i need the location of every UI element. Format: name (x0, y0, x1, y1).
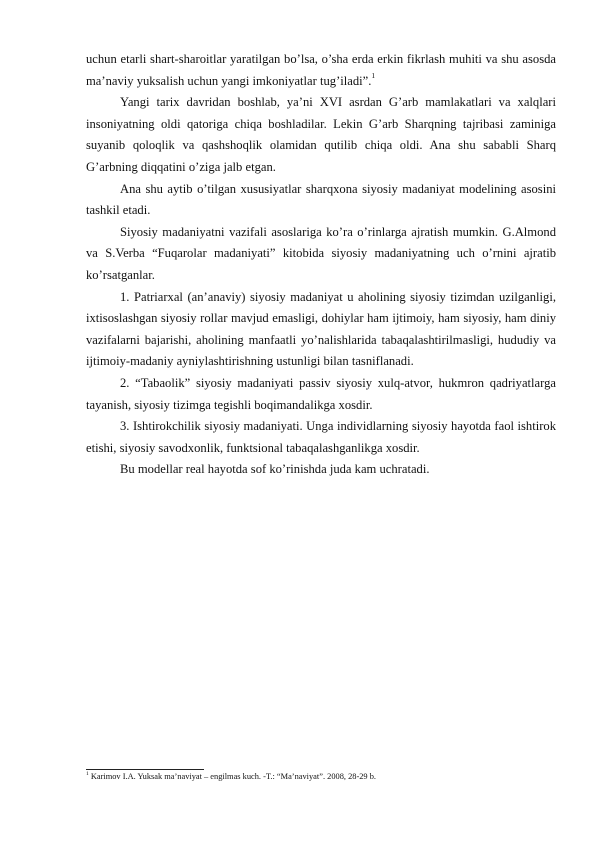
paragraph-1 (86, 49, 556, 92)
footnote-text: Karimov I.A. Yuksak ma’naviyat – engilmas kuch. -T.: “Ma’naviyat”. 2008, 28-29 b. (88, 772, 376, 781)
paragraph-4: Siyosiy madaniyatni vazifali asoslariga ko’ra o’rinlarga ajratish mumkin. G.Almond va S.Verba “Fuqarolar madaniyati” kitobida siyosiy madaniyatning uch o’rnini ajratib ko’rsatganlar. (86, 224, 556, 282)
footnote-separator (86, 769, 204, 770)
footnote-number: 1 (86, 771, 89, 778)
body-text (86, 49, 556, 481)
footnote (86, 771, 556, 782)
paragraph-8: Bu modellar real hayotda sof ko’rinishda juda kam uchratadi. (120, 462, 430, 477)
paragraph-1-text: uchun etarli shart-sharoitlar yaratilgan bo’lsa, o’sha erda erkin fikrlash muhiti va shu asosda ma’naviy yuksalish uchun yangi imkoniyatlar tug’iladi”. (86, 52, 556, 88)
footnote-ref: 1 (371, 71, 376, 81)
paragraph-7: 3. Ishtirokchilik siyosiy madaniyati. Unga individlarning siyosiy hayotda faol ishtirok etishi, siyosiy savodxonlik, funktsional tabaqalashganlikga xosdir. (86, 419, 556, 455)
paragraph-5: 1. Patriarxal (an’anaviy) siyosiy madaniyat u aholining siyosiy tizimdan uzilganligi, ixtisoslashgan siyosiy rollar mavjud emasligi, dohiylar ham ijtimoiy, ham siyosiy, ham diniy vazifalarni bajarishi, aholining manfaatli yo’nalishlarida tabaqalashtirilmasligi, hududiy va ijtimoiy-madaniy ayniylashtirishning ustunligi bilan tasniflanadi. (86, 289, 556, 369)
paragraph-3: Ana shu aytib o’tilgan xususiyatlar sharqxona siyosiy madaniyat modelining asosini tashkil etadi. (86, 181, 556, 218)
paragraph-2: Yangi tarix davridan boshlab, ya’ni XVI asrdan G’arb mamlakatlari va xalqlari insoniyatning oldi qatoriga chiqa boshladilar. Lekin G’arb Sharqning tajribasi zaminiga suyanib qoloqlik va qashshoqlik olamidan qutilib chiqa oldi. Ana shu sababli Sharq G’arbning diqqatini o’ziga jalb etgan. (86, 95, 556, 174)
paragraph-6: 2. “Tabaolik” siyosiy madaniyati passiv siyosiy xulq-atvor, hukmron qadriyatlarga tayanish, siyosiy tizimga tegishli boqimandalikga xosdir. (86, 375, 556, 412)
